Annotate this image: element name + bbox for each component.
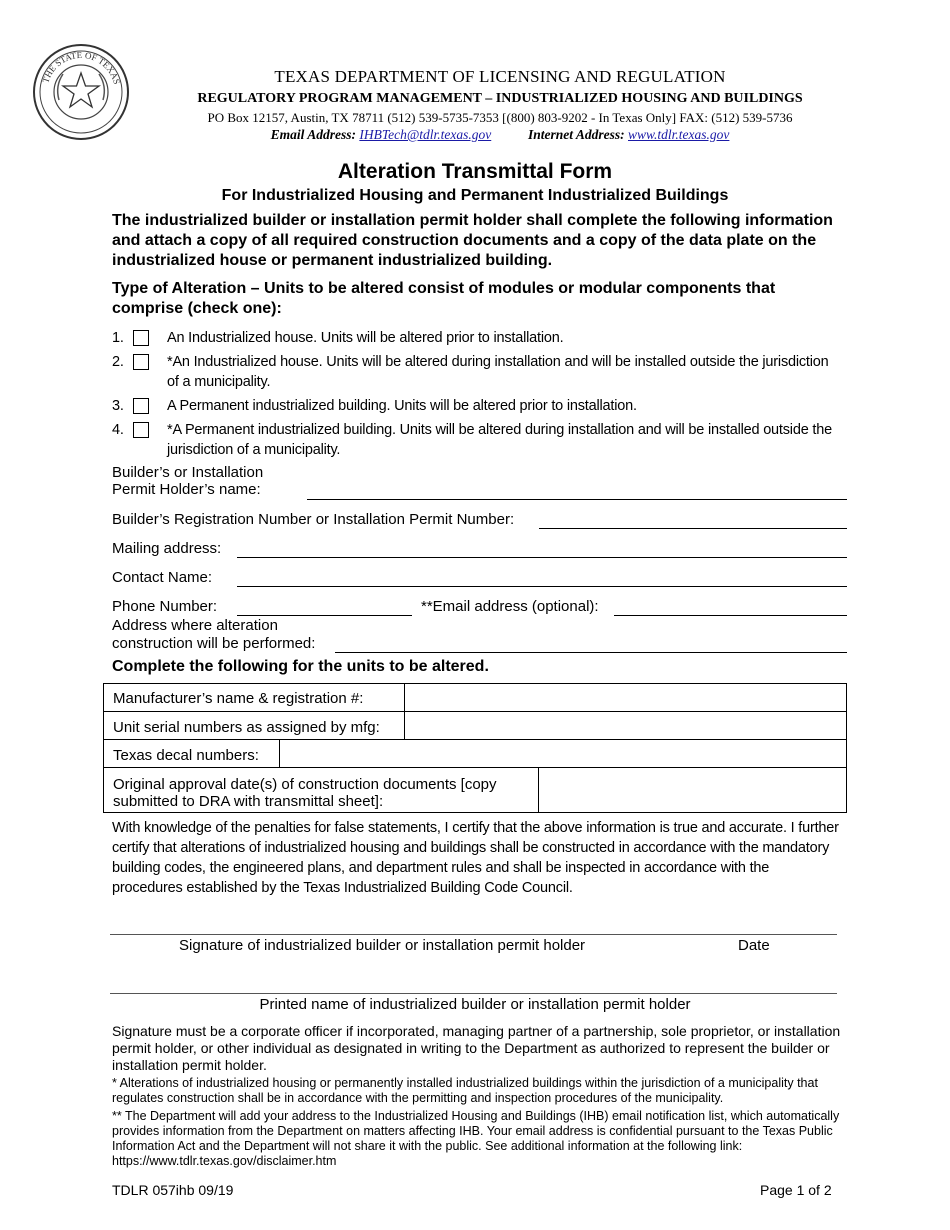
website-link[interactable]: www.tdlr.texas.gov (628, 127, 730, 142)
mailing-address-label: Mailing address: (112, 540, 222, 557)
alteration-address-label-line1: Address where alteration (112, 617, 278, 634)
contact-name-field[interactable] (237, 586, 847, 587)
builder-name-label-line1: Builder’s or Installation (112, 464, 264, 481)
alteration-address-label-line2: construction will be performed: (112, 635, 316, 652)
signature-line[interactable] (110, 934, 837, 935)
printed-name-label: Printed name of industrialized builder or installation permit holder (259, 996, 691, 1013)
builder-name-field[interactable] (307, 499, 847, 500)
municipality-note: * Alterations of industrialized housing or permanently installed industrialized buildings within the jurisdiction of a municipality that regulates construction shall be in accordance with the permitting and inspection procedures of the municipality. (112, 1076, 818, 1105)
option-4-text: *A Permanent industrialized building. Units will be altered during installation and will be installed outside the jurisdiction of a municipality. (167, 422, 832, 458)
option-3-checkbox[interactable] (133, 398, 149, 414)
registration-number-field[interactable] (539, 528, 847, 529)
option-number: 4. (112, 422, 124, 438)
date-label: Date (738, 937, 770, 954)
form-subtitle: For Industrialized Housing and Permanent Industrialized Buildings (221, 187, 729, 204)
email-address-label: **Email address (optional): (421, 598, 599, 615)
option-4-checkbox[interactable] (133, 422, 149, 438)
decal-label-cell (103, 739, 280, 768)
option-2-text: *An Industrialized house. Units will be altered during installation and will be installed outside the jurisdiction of a municipality. (167, 354, 829, 390)
manufacturer-label: Manufacturer’s name & registration #: (113, 690, 364, 707)
state-seal-logo (33, 44, 129, 140)
internet-label: Internet Address: (528, 127, 625, 142)
program-name: REGULATORY PROGRAM MANAGEMENT – INDUSTRIALIZED HOUSING AND BUILDINGS (197, 91, 803, 106)
decal-numbers-input[interactable] (279, 739, 847, 768)
email-label: Email Address: (270, 127, 356, 142)
signature-note: Signature must be a corporate officer if incorporated, managing partner of a partnership, sole proprietor, or installation permit holder, or other individual as designated in writing to the Department as authorized to represent the builder or installation permit holder. (112, 1023, 841, 1073)
decal-label: Texas decal numbers: (113, 747, 259, 764)
option-1-text: An Industrialized house. Units will be altered prior to installation. (167, 330, 564, 346)
registration-number-label: Builder’s Registration Number or Installation Permit Number: (112, 511, 515, 528)
certification-statement: With knowledge of the penalties for false statements, I certify that the above information is true and accurate. I further certify that alterations of industrialized housing and buildings shall be constructed in accordance with the mandatory building codes, the engineered plans, and department rules and shall be inspected in accordance with the procedures established by the Texas Industrialized Building Code Council. (112, 820, 839, 896)
mailing-address-field[interactable] (237, 557, 847, 558)
builder-name-label-line2: Permit Holder’s name: (112, 481, 261, 498)
alteration-address-label (112, 617, 315, 653)
serial-label-cell (103, 711, 405, 740)
page-number: Page 1 of 2 (760, 1182, 832, 1198)
manufacturer-label-cell (103, 683, 405, 712)
option-2-checkbox[interactable] (133, 354, 149, 370)
contact-line (140, 127, 860, 143)
approval-date-label-line1: Original approval date(s) of construction documents [copy (113, 776, 497, 793)
agency-name: TEXAS DEPARTMENT OF LICENSING AND REGULATION (274, 67, 726, 86)
option-number: 2. (112, 354, 124, 370)
printed-name-line[interactable] (110, 993, 837, 994)
option-number: 1. (112, 330, 124, 346)
manufacturer-input[interactable] (404, 683, 847, 712)
builder-name-label (112, 464, 263, 498)
approval-date-input[interactable] (538, 767, 847, 813)
option-3-text: A Permanent industrialized building. Units will be altered prior to installation. (167, 398, 637, 414)
email-notice-note: ** The Department will add your address to the Industrialized Housing and Buildings (IHB) email notification list, which automatically provides information from the Department on matters affecting IHB. Your email address is confidential pursuant to the Texas Public Information Act and the Department will not share it with the public. See additional information at the following link: https://www.tdlr.texas.gov/disclaimer.htm (112, 1109, 840, 1168)
serial-label: Unit serial numbers as assigned by mfg: (113, 719, 380, 736)
contact-name-label: Contact Name: (112, 569, 213, 586)
svg-text:THE STATE OF TEXAS: THE STATE OF TEXAS (40, 49, 123, 86)
email-address-field[interactable] (614, 615, 847, 616)
serial-numbers-input[interactable] (404, 711, 847, 740)
approval-date-label-cell (103, 767, 539, 813)
units-heading: Complete the following for the units to be altered. (112, 658, 489, 675)
form-title: Alteration Transmittal Form (337, 160, 613, 183)
agency-address: PO Box 12157, Austin, TX 78711 (512) 539-5735-7353 [(800) 803-9202 - In Texas Only] FAX: (512) 539-5736 (207, 110, 793, 125)
form-id: TDLR 057ihb 09/19 (112, 1182, 234, 1198)
email-link[interactable]: IHBTech@tdlr.texas.gov (359, 127, 492, 142)
signature-label: Signature of industrialized builder or installation permit holder (179, 937, 586, 954)
approval-date-label-line2: submitted to DRA with transmittal sheet]: (113, 793, 384, 810)
alteration-address-field[interactable] (335, 652, 847, 653)
form-intro: The industrialized builder or installation permit holder shall complete the following information and attach a copy of all required construction documents and a copy of the data plate on the industrialized house or permanent industrialized building. (112, 212, 833, 269)
alteration-type-heading: Type of Alteration – Units to be altered consist of modules or modular components that comprise (check one): (112, 280, 776, 317)
option-number: 3. (112, 398, 124, 414)
phone-number-label: Phone Number: (112, 598, 218, 615)
option-1-checkbox[interactable] (133, 330, 149, 346)
phone-number-field[interactable] (237, 615, 412, 616)
